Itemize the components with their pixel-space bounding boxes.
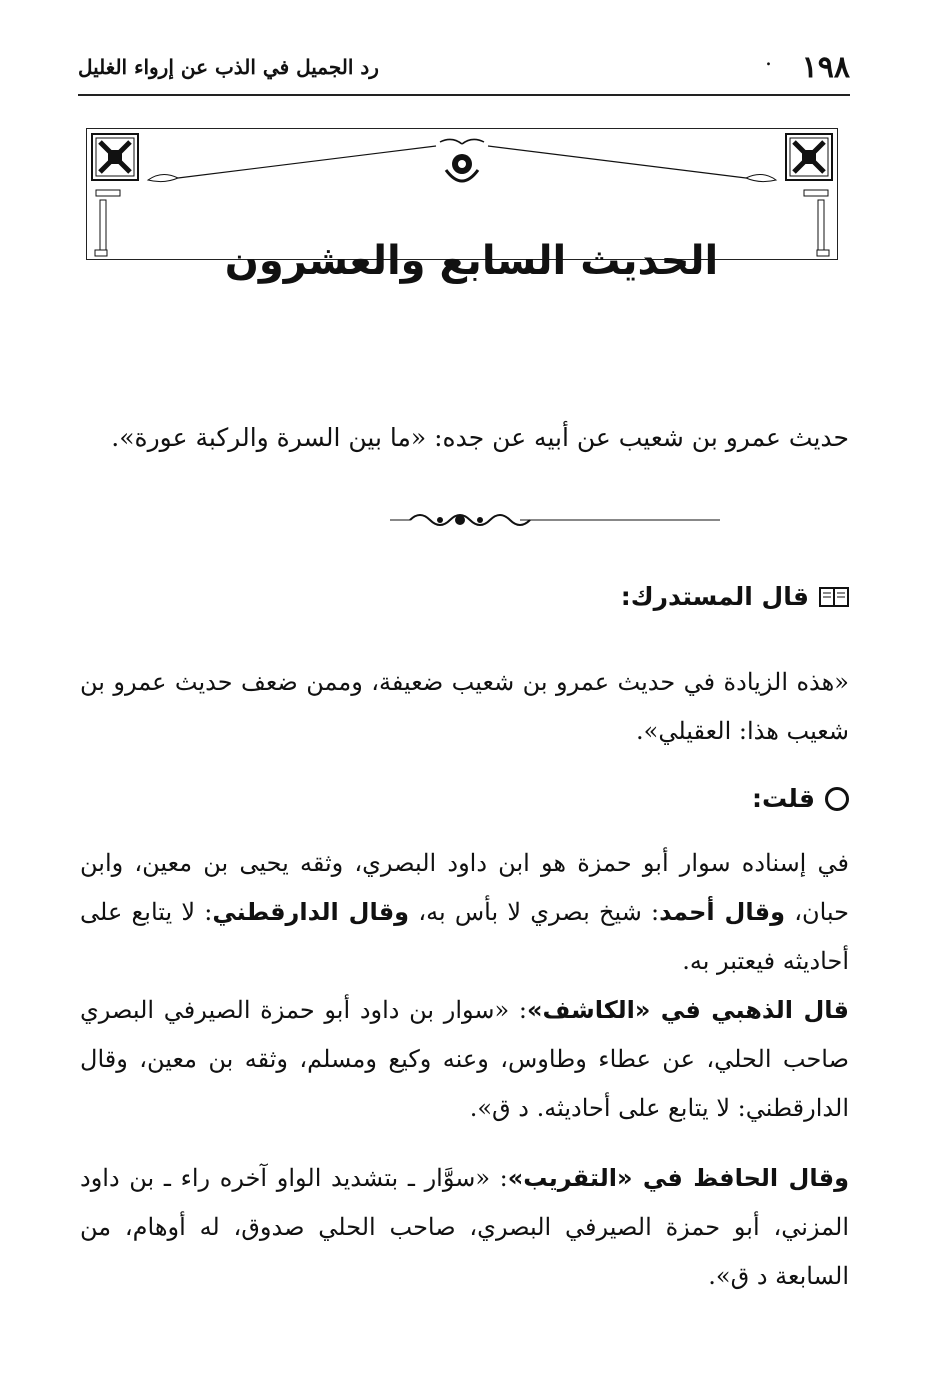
book-icon — [819, 586, 849, 608]
mustadrik-quote: «هذه الزيادة في حديث عمرو بن شعيب ضعيفة، وممن ضعف حديث عمرو بن شعيب هذا: العقيلي». — [80, 668, 849, 745]
hadith-text: حديث عمرو بن شعيب عن أبيه عن جده: «ما بين السرة والركبة عورة». — [111, 423, 849, 452]
qult-heading-label: قلت: — [751, 784, 815, 813]
text-run: : شيخ بصري لا بأس به، — [409, 898, 660, 926]
qult-paragraph-3 — [80, 1154, 849, 1301]
emphasis-ahmad: وقال أحمد — [659, 898, 786, 926]
emphasis-daraqutni: وقال الدارقطني — [212, 898, 410, 926]
circle-icon — [825, 787, 849, 811]
emphasis-hafiz: وقال الحافظ في «التقريب» — [507, 1164, 850, 1192]
section-divider — [390, 505, 720, 535]
page-number: ١٩٨ — [801, 49, 850, 85]
emphasis-dhahabi: قال الذهبي في «الكاشف» — [527, 996, 849, 1024]
running-header — [78, 40, 850, 96]
text-run: : «سوار بن داود أبو حمزة الصيرفي البصري صاحب الحلي، عن عطاء وطاوس، وعنه وكيع ومسلم، وثقه بن معين، وقال الدارقطني: لا يتابع على أحاديثه. د ق». — [80, 996, 850, 1122]
text-run: : «سوَّار ـ بتشديد الواو آخره راء ـ بن داود المزني، أبو حمزة الصيرفي البصري، صاحب الحلي صدوق، له أوهام، من السابعة د ق». — [80, 1164, 849, 1290]
mustadrik-heading — [621, 582, 849, 611]
qult-heading — [752, 784, 849, 813]
book-title: رد الجميل في الذب عن إرواء الغليل — [78, 55, 379, 79]
divider-ornament-icon — [390, 505, 720, 535]
text-run: في إسناده سوار أبو حمزة هو ابن داود البصري، وثقه يحيى بن معين، وابن حبان، — [80, 849, 849, 926]
mustadrik-heading-label: قال المستدرك: — [620, 582, 809, 611]
text-run: : لا يتابع على أحاديثه فيعتبر به. — [80, 898, 849, 975]
header-dot: . — [765, 46, 772, 71]
qult-paragraph-2 — [80, 986, 849, 1133]
qult-paragraph-1 — [80, 839, 849, 986]
chapter-title: الحديث السابع والعشرون — [224, 238, 719, 284]
